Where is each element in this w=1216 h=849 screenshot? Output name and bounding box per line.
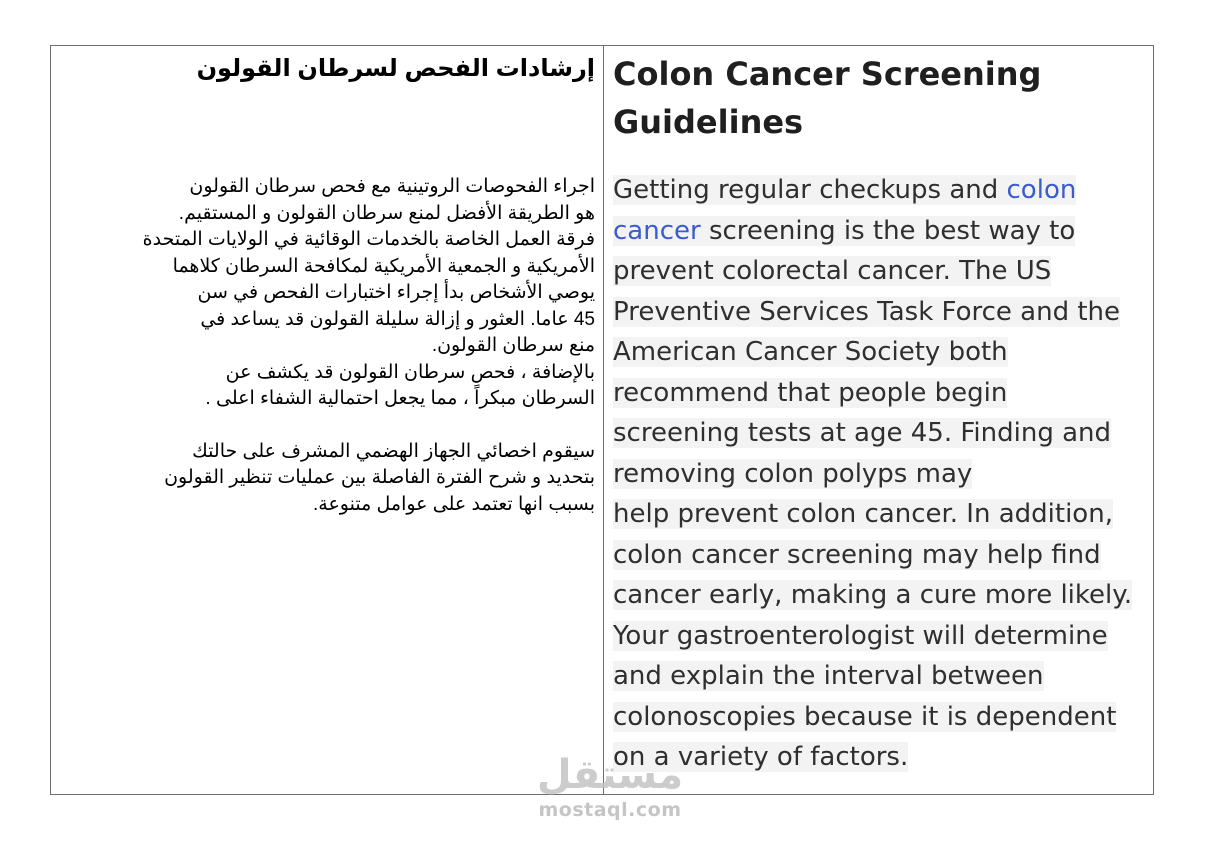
english-text: prevent colorectal cancer. The US — [613, 256, 1052, 286]
arabic-line: فرقة العمل الخاصة بالخدمات الوقائية في الولايات المتحدة — [142, 229, 595, 250]
english-body — [613, 170, 1145, 778]
english-line — [613, 616, 1145, 657]
english-line — [613, 656, 1145, 697]
arabic-line: اجراء الفحوصات الروتينية مع فحص سرطان القولون — [189, 176, 595, 197]
english-text: help prevent colon cancer. In addition, — [613, 499, 1113, 529]
arabic-column — [51, 46, 604, 794]
english-line — [613, 494, 1145, 535]
english-text: on a variety of factors. — [613, 742, 909, 772]
arabic-line: الأمريكية و الجمعية الأمريكية لمكافحة السرطان كلاهما — [172, 255, 595, 277]
english-line — [613, 292, 1145, 333]
english-line — [613, 170, 1145, 211]
english-line — [613, 454, 1145, 495]
arabic-line: بتحديد و شرح الفترة الفاصلة بين عمليات تنظير القولون — [164, 467, 595, 488]
english-text: cancer early, making a cure more likely. — [613, 580, 1133, 610]
english-text: colon cancer screening may help find — [613, 539, 1101, 570]
english-text: and explain the interval between — [613, 661, 1044, 691]
english-line — [613, 251, 1145, 292]
english-text: Getting regular checkups and — [613, 175, 1007, 205]
english-line — [613, 211, 1145, 252]
english-title-line: Guidelines — [613, 103, 804, 141]
english-line — [613, 575, 1145, 616]
arabic-line: بسبب انها تعتمد على عوامل متنوعة. — [312, 493, 595, 515]
arabic-line: بالإضافة ، فحص سرطان القولون قد يكشف عن — [225, 361, 595, 383]
english-text: screening tests at age 45. Finding and — [613, 418, 1111, 448]
english-text: recommend that people begin — [613, 377, 1008, 408]
english-line — [613, 697, 1145, 738]
english-line — [613, 332, 1145, 373]
bilingual-table — [50, 45, 1154, 795]
english-text: removing colon polyps may — [613, 458, 973, 489]
watermark-url: mostaql.com — [538, 799, 682, 821]
english-line — [613, 535, 1145, 576]
arabic-title: إرشادات الفحص لسرطان القولون — [196, 55, 595, 82]
arabic-line: يوصي الأشخاص بدأ إجراء اختبارات الفحص في سن — [197, 282, 595, 303]
arabic-line: سيقوم اخصائي الجهاز الهضمي المشرف على حالتك — [192, 440, 595, 462]
watermark-logo: مستقل — [536, 752, 684, 798]
colon-cancer-link[interactable]: colon — [1006, 175, 1077, 205]
arabic-line: منع سرطان القولون. — [431, 335, 595, 356]
arabic-line: هو الطريقة الأفضل لمنع سرطان القولون و المستقيم. — [178, 202, 595, 224]
english-text: American Cancer Society both — [613, 337, 1008, 367]
arabic-line: 45 عاما. العثور و إزالة سليلة القولون قد يساعد في — [200, 308, 595, 330]
colon-cancer-link-cont[interactable]: cancer — [613, 215, 701, 246]
english-title — [613, 50, 1145, 146]
mostaql-watermark — [520, 752, 700, 822]
english-column — [604, 46, 1153, 794]
english-text: Your gastroenterologist will determine — [613, 620, 1108, 651]
english-line — [613, 373, 1145, 414]
english-text: colonoscopies because it is dependent — [613, 701, 1117, 732]
english-title-line: Colon Cancer Screening — [613, 55, 1042, 93]
english-text: screening is the best way to — [700, 215, 1076, 246]
english-line — [613, 413, 1145, 454]
english-text: Preventive Services Task Force and the — [613, 296, 1120, 327]
paragraph-gap — [63, 413, 595, 439]
arabic-body — [63, 174, 595, 518]
arabic-line: السرطان مبكراً ، مما يجعل احتمالية الشفاء اعلى . — [205, 388, 595, 409]
